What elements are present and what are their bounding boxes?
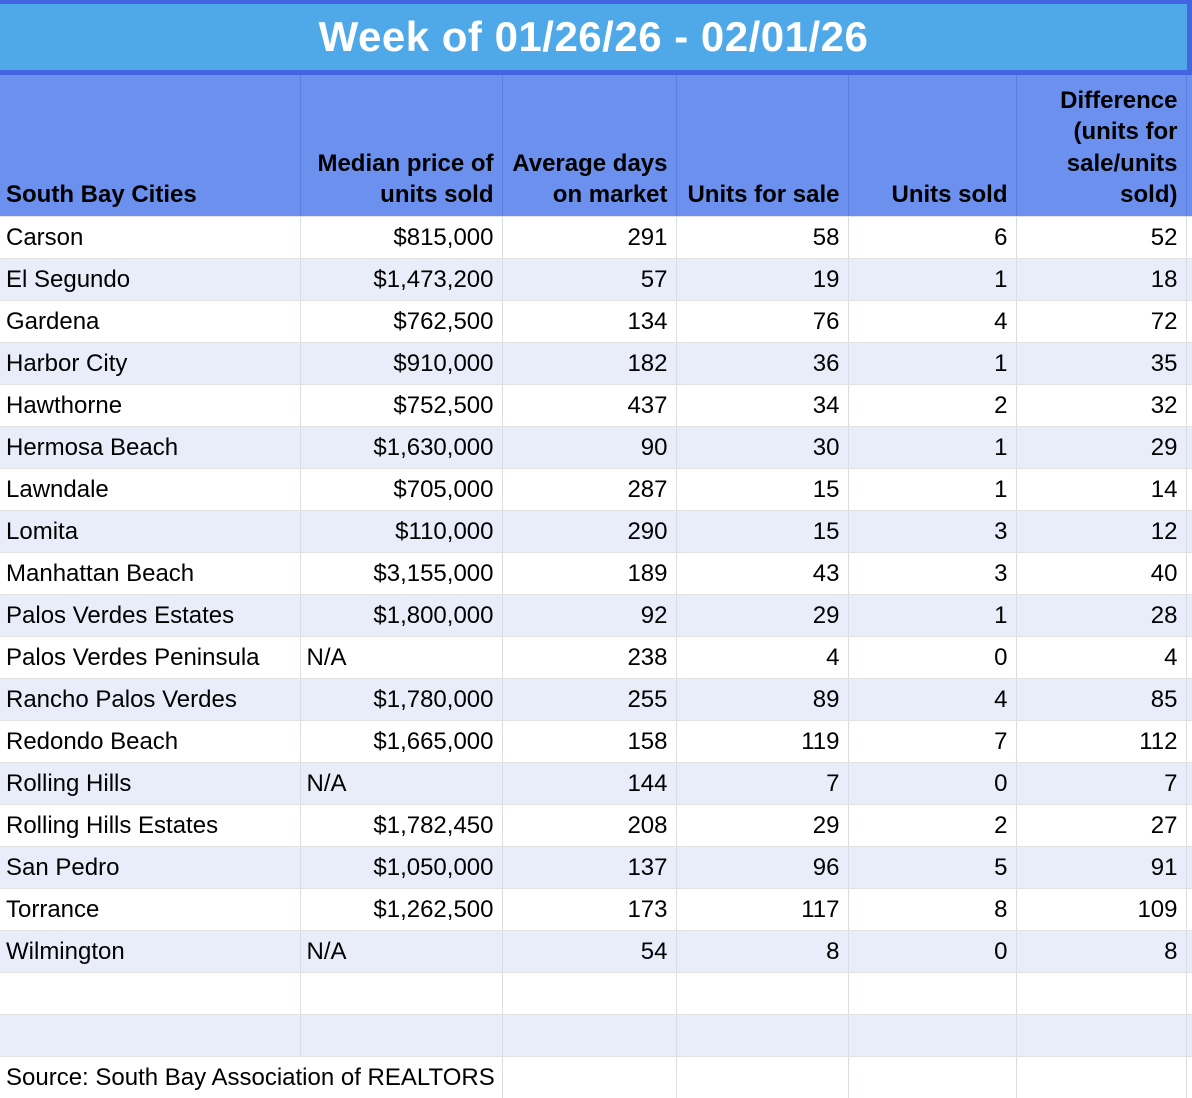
table-row <box>0 553 1192 595</box>
units-for-sale-cell[interactable]: 117 <box>676 889 848 931</box>
city-cell[interactable]: San Pedro <box>0 847 300 889</box>
units-sold-cell[interactable]: 8 <box>848 889 1016 931</box>
difference-cell[interactable]: 7 <box>1016 763 1186 805</box>
header-cell-0[interactable]: South Bay Cities <box>0 75 300 217</box>
empty-cell[interactable] <box>848 973 1016 1015</box>
row-filler-cell <box>1186 553 1192 595</box>
row-filler-cell <box>1186 469 1192 511</box>
city-cell[interactable]: El Segundo <box>0 259 300 301</box>
avg-days-cell[interactable]: 134 <box>502 301 676 343</box>
empty-cell[interactable] <box>502 1015 676 1057</box>
table-row <box>0 343 1192 385</box>
row-filler-cell <box>1186 259 1192 301</box>
row-filler-cell <box>1186 637 1192 679</box>
median-price-cell[interactable]: $762,500 <box>300 301 502 343</box>
header-cell-4[interactable]: Units sold <box>848 75 1016 217</box>
units-for-sale-cell[interactable]: 19 <box>676 259 848 301</box>
city-cell[interactable]: Rolling Hills Estates <box>0 805 300 847</box>
avg-days-cell[interactable]: 92 <box>502 595 676 637</box>
row-filler-cell <box>1186 889 1192 931</box>
avg-days-cell[interactable]: 189 <box>502 553 676 595</box>
row-filler-cell <box>1186 679 1192 721</box>
median-price-cell[interactable]: $910,000 <box>300 343 502 385</box>
empty-cell[interactable] <box>676 1015 848 1057</box>
empty-cell[interactable] <box>848 1015 1016 1057</box>
units-sold-cell[interactable]: 3 <box>848 553 1016 595</box>
median-price-cell[interactable]: $1,782,450 <box>300 805 502 847</box>
avg-days-cell[interactable]: 57 <box>502 259 676 301</box>
units-for-sale-cell[interactable]: 89 <box>676 679 848 721</box>
units-sold-cell[interactable]: 7 <box>848 721 1016 763</box>
row-filler-cell <box>1186 931 1192 973</box>
table-row <box>0 469 1192 511</box>
empty-cell[interactable] <box>0 973 300 1015</box>
city-cell[interactable]: Carson <box>0 217 300 259</box>
units-for-sale-cell[interactable]: 30 <box>676 427 848 469</box>
difference-cell[interactable]: 35 <box>1016 343 1186 385</box>
avg-days-cell[interactable]: 208 <box>502 805 676 847</box>
city-cell[interactable]: Rancho Palos Verdes <box>0 679 300 721</box>
row-filler-cell <box>1186 343 1192 385</box>
row-filler-cell <box>1186 595 1192 637</box>
table-row <box>0 679 1192 721</box>
avg-days-cell[interactable]: 90 <box>502 427 676 469</box>
table-row <box>0 511 1192 553</box>
avg-days-cell[interactable]: 255 <box>502 679 676 721</box>
table-row <box>0 763 1192 805</box>
median-price-cell[interactable]: $1,800,000 <box>300 595 502 637</box>
city-cell[interactable]: Hermosa Beach <box>0 427 300 469</box>
header-row <box>0 75 1192 217</box>
table-row <box>0 931 1192 973</box>
units-sold-cell[interactable]: 1 <box>848 427 1016 469</box>
difference-cell[interactable]: 29 <box>1016 427 1186 469</box>
avg-days-cell[interactable]: 54 <box>502 931 676 973</box>
median-price-cell[interactable]: N/A <box>300 931 502 973</box>
median-price-cell[interactable]: $1,630,000 <box>300 427 502 469</box>
units-for-sale-cell[interactable]: 29 <box>676 595 848 637</box>
units-sold-cell[interactable]: 6 <box>848 217 1016 259</box>
units-for-sale-cell[interactable]: 96 <box>676 847 848 889</box>
row-filler-cell <box>1186 217 1192 259</box>
row-filler-cell <box>1186 763 1192 805</box>
row-filler-cell <box>1186 805 1192 847</box>
units-sold-cell[interactable]: 1 <box>848 595 1016 637</box>
city-cell[interactable]: Harbor City <box>0 343 300 385</box>
units-for-sale-cell[interactable]: 76 <box>676 301 848 343</box>
units-sold-cell[interactable]: 0 <box>848 637 1016 679</box>
header-cell-5[interactable]: Difference (units for sale/units sold) <box>1016 75 1186 217</box>
median-price-cell[interactable]: $752,500 <box>300 385 502 427</box>
header-cell-3[interactable]: Units for sale <box>676 75 848 217</box>
row-filler-cell <box>1186 1015 1192 1057</box>
empty-cell[interactable] <box>300 973 502 1015</box>
table-row <box>0 385 1192 427</box>
difference-cell[interactable]: 85 <box>1016 679 1186 721</box>
avg-days-cell[interactable]: 437 <box>502 385 676 427</box>
city-cell[interactable]: Lomita <box>0 511 300 553</box>
empty-cell[interactable] <box>300 1015 502 1057</box>
units-sold-cell[interactable]: 2 <box>848 805 1016 847</box>
avg-days-cell[interactable]: 182 <box>502 343 676 385</box>
difference-cell[interactable]: 91 <box>1016 847 1186 889</box>
header-cell-2[interactable]: Average days on market <box>502 75 676 217</box>
median-price-cell[interactable]: $3,155,000 <box>300 553 502 595</box>
empty-cell[interactable] <box>502 973 676 1015</box>
row-filler-cell <box>1186 385 1192 427</box>
units-sold-cell[interactable]: 4 <box>848 679 1016 721</box>
page-title: Week of 01/26/26 - 02/01/26 <box>319 13 869 61</box>
avg-days-cell[interactable]: 173 <box>502 889 676 931</box>
difference-cell[interactable]: 4 <box>1016 637 1186 679</box>
difference-cell[interactable]: 72 <box>1016 301 1186 343</box>
units-for-sale-cell[interactable]: 15 <box>676 469 848 511</box>
median-price-cell[interactable]: $110,000 <box>300 511 502 553</box>
table-row <box>0 427 1192 469</box>
units-for-sale-cell[interactable]: 36 <box>676 343 848 385</box>
difference-cell[interactable]: 8 <box>1016 931 1186 973</box>
difference-cell[interactable]: 40 <box>1016 553 1186 595</box>
city-cell[interactable]: Lawndale <box>0 469 300 511</box>
city-cell[interactable]: Redondo Beach <box>0 721 300 763</box>
table-row <box>0 637 1192 679</box>
difference-cell[interactable]: 32 <box>1016 385 1186 427</box>
table-row <box>0 805 1192 847</box>
avg-days-cell[interactable]: 137 <box>502 847 676 889</box>
empty-cell[interactable] <box>676 973 848 1015</box>
avg-days-cell[interactable]: 287 <box>502 469 676 511</box>
city-cell[interactable]: Palos Verdes Estates <box>0 595 300 637</box>
median-price-cell[interactable]: $1,665,000 <box>300 721 502 763</box>
avg-days-cell[interactable]: 290 <box>502 511 676 553</box>
header-filler-cell <box>1186 75 1192 217</box>
units-for-sale-cell[interactable]: 119 <box>676 721 848 763</box>
avg-days-cell[interactable]: 291 <box>502 217 676 259</box>
median-price-cell[interactable]: $705,000 <box>300 469 502 511</box>
table-row <box>0 847 1192 889</box>
city-cell[interactable]: Rolling Hills <box>0 763 300 805</box>
city-cell[interactable]: Hawthorne <box>0 385 300 427</box>
units-for-sale-cell[interactable]: 4 <box>676 637 848 679</box>
median-price-cell[interactable]: N/A <box>300 763 502 805</box>
median-price-cell[interactable]: $1,050,000 <box>300 847 502 889</box>
units-sold-cell[interactable]: 0 <box>848 931 1016 973</box>
units-sold-cell[interactable]: 0 <box>848 763 1016 805</box>
units-for-sale-cell[interactable]: 8 <box>676 931 848 973</box>
units-for-sale-cell[interactable]: 15 <box>676 511 848 553</box>
units-sold-cell[interactable]: 2 <box>848 385 1016 427</box>
units-for-sale-cell[interactable]: 34 <box>676 385 848 427</box>
units-for-sale-cell[interactable]: 43 <box>676 553 848 595</box>
table-row <box>0 973 1192 1015</box>
table-row <box>0 217 1192 259</box>
difference-cell[interactable]: 27 <box>1016 805 1186 847</box>
difference-cell[interactable]: 18 <box>1016 259 1186 301</box>
city-cell[interactable]: Manhattan Beach <box>0 553 300 595</box>
row-filler-cell <box>1186 511 1192 553</box>
units-sold-cell[interactable]: 4 <box>848 301 1016 343</box>
empty-cell[interactable] <box>1016 1015 1186 1057</box>
city-cell[interactable]: Palos Verdes Peninsula <box>0 637 300 679</box>
units-sold-cell[interactable]: 1 <box>848 259 1016 301</box>
avg-days-cell[interactable]: 158 <box>502 721 676 763</box>
units-sold-cell[interactable]: 5 <box>848 847 1016 889</box>
row-filler-cell <box>1186 847 1192 889</box>
median-price-cell[interactable]: $815,000 <box>300 217 502 259</box>
difference-cell[interactable]: 28 <box>1016 595 1186 637</box>
table-body <box>0 217 1192 1098</box>
table-row <box>0 259 1192 301</box>
row-filler-cell <box>1186 721 1192 763</box>
difference-cell[interactable]: 52 <box>1016 217 1186 259</box>
median-price-cell[interactable]: N/A <box>300 637 502 679</box>
avg-days-cell[interactable]: 144 <box>502 763 676 805</box>
table-row <box>0 595 1192 637</box>
difference-cell[interactable]: 109 <box>1016 889 1186 931</box>
units-sold-cell[interactable]: 1 <box>848 469 1016 511</box>
table-row <box>0 301 1192 343</box>
median-price-cell[interactable]: $1,473,200 <box>300 259 502 301</box>
empty-cell[interactable] <box>0 1015 300 1057</box>
city-cell[interactable]: Wilmington <box>0 931 300 973</box>
row-filler-cell <box>1186 301 1192 343</box>
header-cell-1[interactable]: Median price of units sold <box>300 75 502 217</box>
units-for-sale-cell[interactable]: 29 <box>676 805 848 847</box>
difference-cell[interactable]: 12 <box>1016 511 1186 553</box>
difference-cell[interactable]: 14 <box>1016 469 1186 511</box>
city-cell[interactable]: Torrance <box>0 889 300 931</box>
table-row <box>0 1015 1192 1057</box>
row-filler-cell <box>1186 973 1192 1015</box>
title-banner <box>0 0 1192 75</box>
table-row <box>0 721 1192 763</box>
units-for-sale-cell[interactable]: 7 <box>676 763 848 805</box>
empty-cell[interactable] <box>1016 973 1186 1015</box>
units-for-sale-cell[interactable]: 58 <box>676 217 848 259</box>
table-row <box>0 889 1192 931</box>
median-price-cell[interactable]: $1,262,500 <box>300 889 502 931</box>
market-table <box>0 75 1192 1098</box>
units-sold-cell[interactable]: 1 <box>848 343 1016 385</box>
difference-cell[interactable]: 112 <box>1016 721 1186 763</box>
avg-days-cell[interactable]: 238 <box>502 637 676 679</box>
median-price-cell[interactable]: $1,780,000 <box>300 679 502 721</box>
row-filler-cell <box>1186 427 1192 469</box>
city-cell[interactable]: Gardena <box>0 301 300 343</box>
units-sold-cell[interactable]: 3 <box>848 511 1016 553</box>
source-note[interactable]: Source: South Bay Association of REALTORS <box>0 1057 502 1098</box>
